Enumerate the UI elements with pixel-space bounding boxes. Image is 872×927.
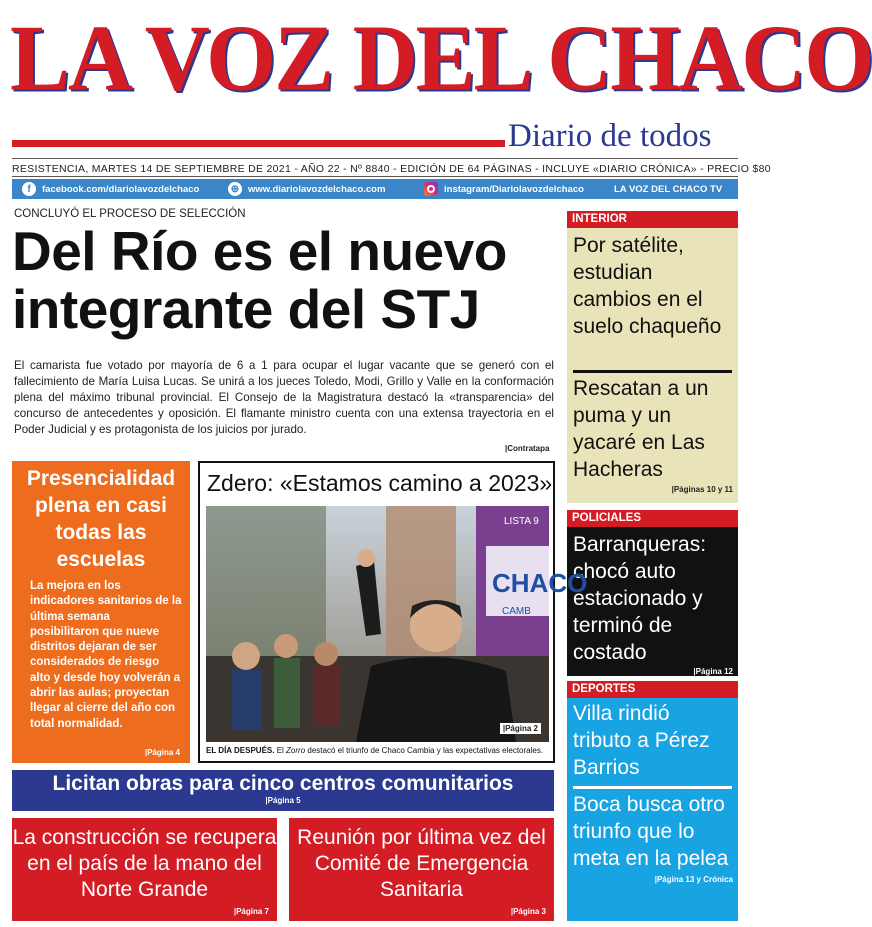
divider bbox=[12, 176, 738, 177]
policiales-story[interactable]: Barranqueras: chocó auto estacionado y terminó de costado bbox=[573, 533, 707, 664]
instagram-icon bbox=[424, 182, 438, 196]
community-headline: Licitan obras para cinco centros comunitarios bbox=[52, 772, 514, 795]
lead-body: El camarista fue votado por mayoría de 6 a 1 para ocupar el lugar vacante que se generó con el fallecimiento de María Luisa Lucas. Se unirá a los jueces Toledo, Modi, Grillo y Valle en la conformación plena del máximo tribunal provincial. El Consejo de la Magistratura destacó la «transparencia» del concurso de antecedentes y oposición. El flamante ministro cuenta con una extensa trayectoria en el Poder Judicial y es protagonista de los juicios por jurado. bbox=[14, 359, 554, 436]
schools-box[interactable] bbox=[12, 461, 190, 763]
caption-post: destacó el triunfo de Chaco Cambia y las expectativas electorales. bbox=[305, 746, 544, 755]
divider bbox=[12, 158, 738, 159]
dateline: RESISTENCIA, MARTES 14 DE SEPTIEMBRE DE 2021 - AÑO 22 - Nº 8840 - EDICIÓN DE 64 PÁGINAS - INCLUYE «DIARIO CRÓNICA» - PRECIO $80 bbox=[12, 163, 771, 175]
photo-headline: Zdero: «Estamos camino a 2023» bbox=[207, 470, 553, 496]
bus-list-lettering: LISTA 9 bbox=[504, 516, 539, 527]
construction-story[interactable] bbox=[12, 818, 277, 921]
facebook-label: facebook.com/diariolavozdelchaco bbox=[42, 183, 200, 195]
tv-link[interactable] bbox=[614, 184, 722, 195]
schools-headline: Presencialidad plena en casi todas las escuelas bbox=[26, 467, 176, 571]
committee-story[interactable] bbox=[289, 818, 554, 921]
news-photo bbox=[206, 506, 588, 742]
masthead-red-bar bbox=[12, 140, 505, 147]
website-link[interactable] bbox=[218, 182, 414, 196]
tv-label: LA VOZ DEL CHACO TV bbox=[614, 183, 723, 195]
schools-page-ref: |Página 4 bbox=[144, 748, 180, 757]
community-story[interactable] bbox=[12, 770, 554, 811]
instagram-link[interactable] bbox=[414, 182, 614, 196]
deportes-page-ref: |Página 13 y Crónica bbox=[654, 875, 733, 884]
section-label-policiales: POLICIALES bbox=[567, 510, 738, 527]
caption-italic: Zorro bbox=[286, 746, 306, 755]
website-label: www.diariolavozdelchaco.com bbox=[248, 183, 386, 195]
newspaper-logo: LA VOZ DEL CHACO bbox=[10, 6, 872, 111]
deportes-story-1[interactable]: Villa rindió tributo a Pérez Barrios bbox=[573, 702, 710, 779]
social-bar bbox=[12, 179, 738, 199]
interior-story-2[interactable]: Rescatan a un puma y un yacaré en Las Hacheras bbox=[573, 377, 709, 481]
policiales-panel bbox=[567, 527, 738, 676]
interior-story-1[interactable]: Por satélite, estudian cambios en el suelo chaqueño bbox=[573, 234, 722, 338]
construction-headline: La construcción se recupera en el país de la mano del Norte Grande bbox=[12, 826, 277, 901]
bus-cambia-lettering: CAMB bbox=[502, 606, 531, 617]
caption-pre: El bbox=[274, 746, 287, 755]
lead-headline-line2: integrante del STJ bbox=[12, 278, 480, 340]
photo-page-ref: |Página 2 bbox=[500, 723, 541, 734]
lead-page-ref: |Contratapa bbox=[505, 444, 550, 453]
facebook-icon: f bbox=[22, 182, 36, 196]
photo-caption bbox=[206, 746, 551, 755]
bus-lettering: CHACO bbox=[492, 568, 588, 598]
committee-page-ref: |Página 3 bbox=[510, 907, 546, 916]
lead-kicker: CONCLUYÓ EL PROCESO DE SELECCIÓN bbox=[14, 208, 246, 220]
photo-story[interactable] bbox=[198, 461, 588, 763]
interior-page-ref: |Páginas 10 y 11 bbox=[671, 485, 733, 494]
committee-headline: Reunión por última vez del Comité de Emergencia Sanitaria bbox=[297, 826, 546, 901]
policiales-page-ref: |Página 12 bbox=[693, 667, 733, 676]
deportes-panel bbox=[567, 698, 738, 921]
schools-body: La mejora en los indicadores sanitarios de la última semana posibilitaron que nueve distritos dejaran de ser considerados de riesgo alto y desde hoy volverán a abrir las aulas; proyectan llegar al cierre del año con total normalidad. bbox=[30, 580, 182, 730]
facebook-link[interactable] bbox=[12, 182, 218, 196]
globe-icon: ⊕ bbox=[228, 182, 242, 196]
construction-page-ref: |Página 7 bbox=[233, 907, 269, 916]
caption-lead: EL DÍA DESPUÉS. bbox=[206, 746, 275, 755]
instagram-label: instagram/Diariolavozdelchaco bbox=[444, 183, 584, 195]
section-label-deportes: DEPORTES bbox=[567, 681, 738, 698]
community-page-ref: |Página 5 bbox=[265, 796, 301, 805]
deportes-story-2[interactable]: Boca busca otro triunfo que lo meta en la pelea bbox=[573, 793, 729, 870]
lead-headline-line1: Del Río es el nuevo bbox=[12, 220, 507, 282]
interior-panel bbox=[567, 228, 738, 503]
lead-headline[interactable] bbox=[12, 222, 562, 338]
newspaper-slogan: Diario de todos bbox=[508, 118, 712, 154]
section-label-interior: INTERIOR bbox=[567, 211, 738, 228]
